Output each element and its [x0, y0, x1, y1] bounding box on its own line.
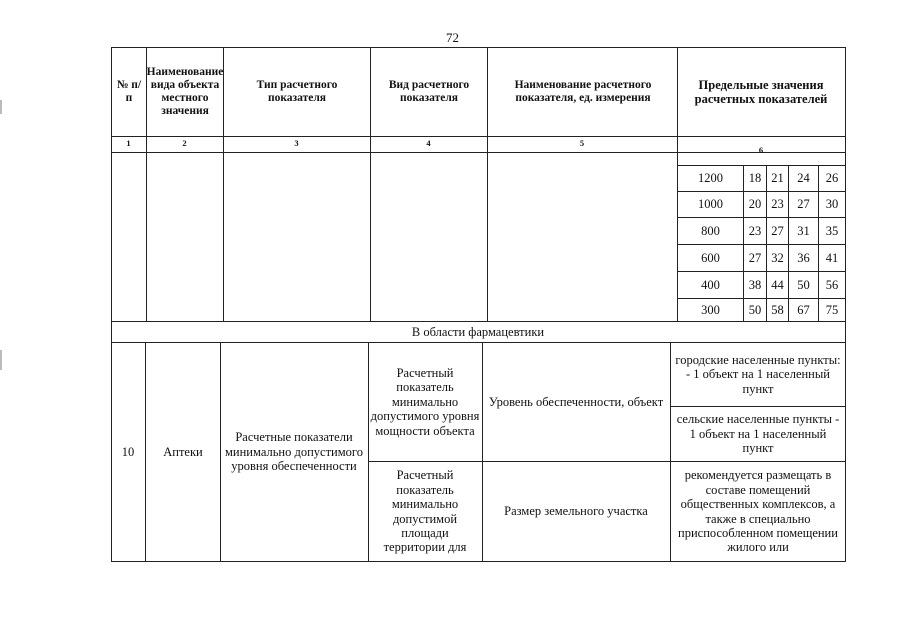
value-cell: 67	[797, 302, 810, 317]
header-limit-values: Предельные значения расчетных показателей	[694, 77, 828, 106]
indicator-kind-capacity: Расчетный показатель минимально допустимого уровня мощности объекта	[370, 366, 480, 438]
value-cell: 56	[825, 277, 839, 292]
value-cell: 18	[748, 171, 762, 186]
value-cell: 23	[771, 197, 784, 212]
page-number: 72	[446, 30, 459, 45]
object-name: Аптеки	[163, 444, 203, 459]
header-number: № п/п	[116, 78, 142, 104]
value-row-label: 800	[701, 223, 720, 238]
col-number: 2	[182, 138, 187, 149]
value-cell: 36	[797, 250, 810, 265]
col-number: 5	[579, 138, 585, 149]
value-cell: 32	[771, 250, 784, 265]
indicator-kind-area: Расчетный показатель минимально допустимой площади территории для	[383, 468, 467, 555]
value-cell: 20	[748, 197, 762, 212]
section-title: В области фармацевтики	[411, 324, 545, 339]
value-cell: 75	[825, 302, 839, 317]
row-number: 10	[121, 444, 135, 459]
value-cell: 31	[797, 223, 810, 238]
limit-placement: рекомендуется размещать в составе помещений общественных комплексов, а также в специально приспособленном помещении жилого или	[678, 468, 838, 555]
value-row-label: 600	[701, 250, 720, 265]
value-cell: 44	[771, 277, 784, 292]
value-cell: 38	[748, 277, 762, 292]
value-cell: 23	[748, 223, 762, 238]
value-cell: 50	[797, 277, 810, 292]
limit-rural: сельские населенные пункты - 1 объект на 1 населенный пункт	[676, 412, 840, 456]
value-cell: 24	[797, 171, 810, 186]
value-cell: 50	[748, 302, 762, 317]
value-cell: 27	[771, 223, 784, 238]
value-cell: 21	[771, 171, 784, 186]
value-cell: 26	[825, 171, 839, 186]
limit-urban: городские населенные пункты: - 1 объект на 1 населенный пункт	[675, 352, 841, 396]
value-cell: 27	[748, 250, 762, 265]
value-cell: 58	[771, 302, 784, 317]
header-object-name: Наименование вида объекта местного значения	[146, 65, 224, 118]
value-cell: 30	[825, 197, 839, 212]
value-row-label: 1000	[698, 197, 723, 212]
indicator-name-provision: Уровень обеспеченности, объект	[488, 394, 664, 409]
value-cell: 41	[825, 250, 839, 265]
col-number: 4	[426, 138, 431, 149]
header-indicator-type: Тип расчетного показателя	[256, 78, 338, 104]
header-indicator-name: Наименование расчетного показателя, ед. измерения	[514, 78, 652, 104]
header-indicator-kind: Вид расчетного показателя	[388, 78, 470, 104]
value-cell: 35	[825, 223, 839, 238]
col-number: 1	[126, 138, 131, 149]
value-cell: 27	[797, 197, 810, 212]
value-row-label: 400	[701, 277, 720, 292]
col-number: 6	[758, 144, 764, 155]
col-number: 3	[294, 138, 299, 149]
value-row-label: 1200	[698, 171, 723, 186]
indicator-name-land-size: Размер земельного участка	[504, 504, 648, 519]
value-row-label: 300	[701, 302, 720, 317]
indicator-type: Расчетные показатели минимально допустимого уровня обеспеченности	[225, 430, 363, 474]
